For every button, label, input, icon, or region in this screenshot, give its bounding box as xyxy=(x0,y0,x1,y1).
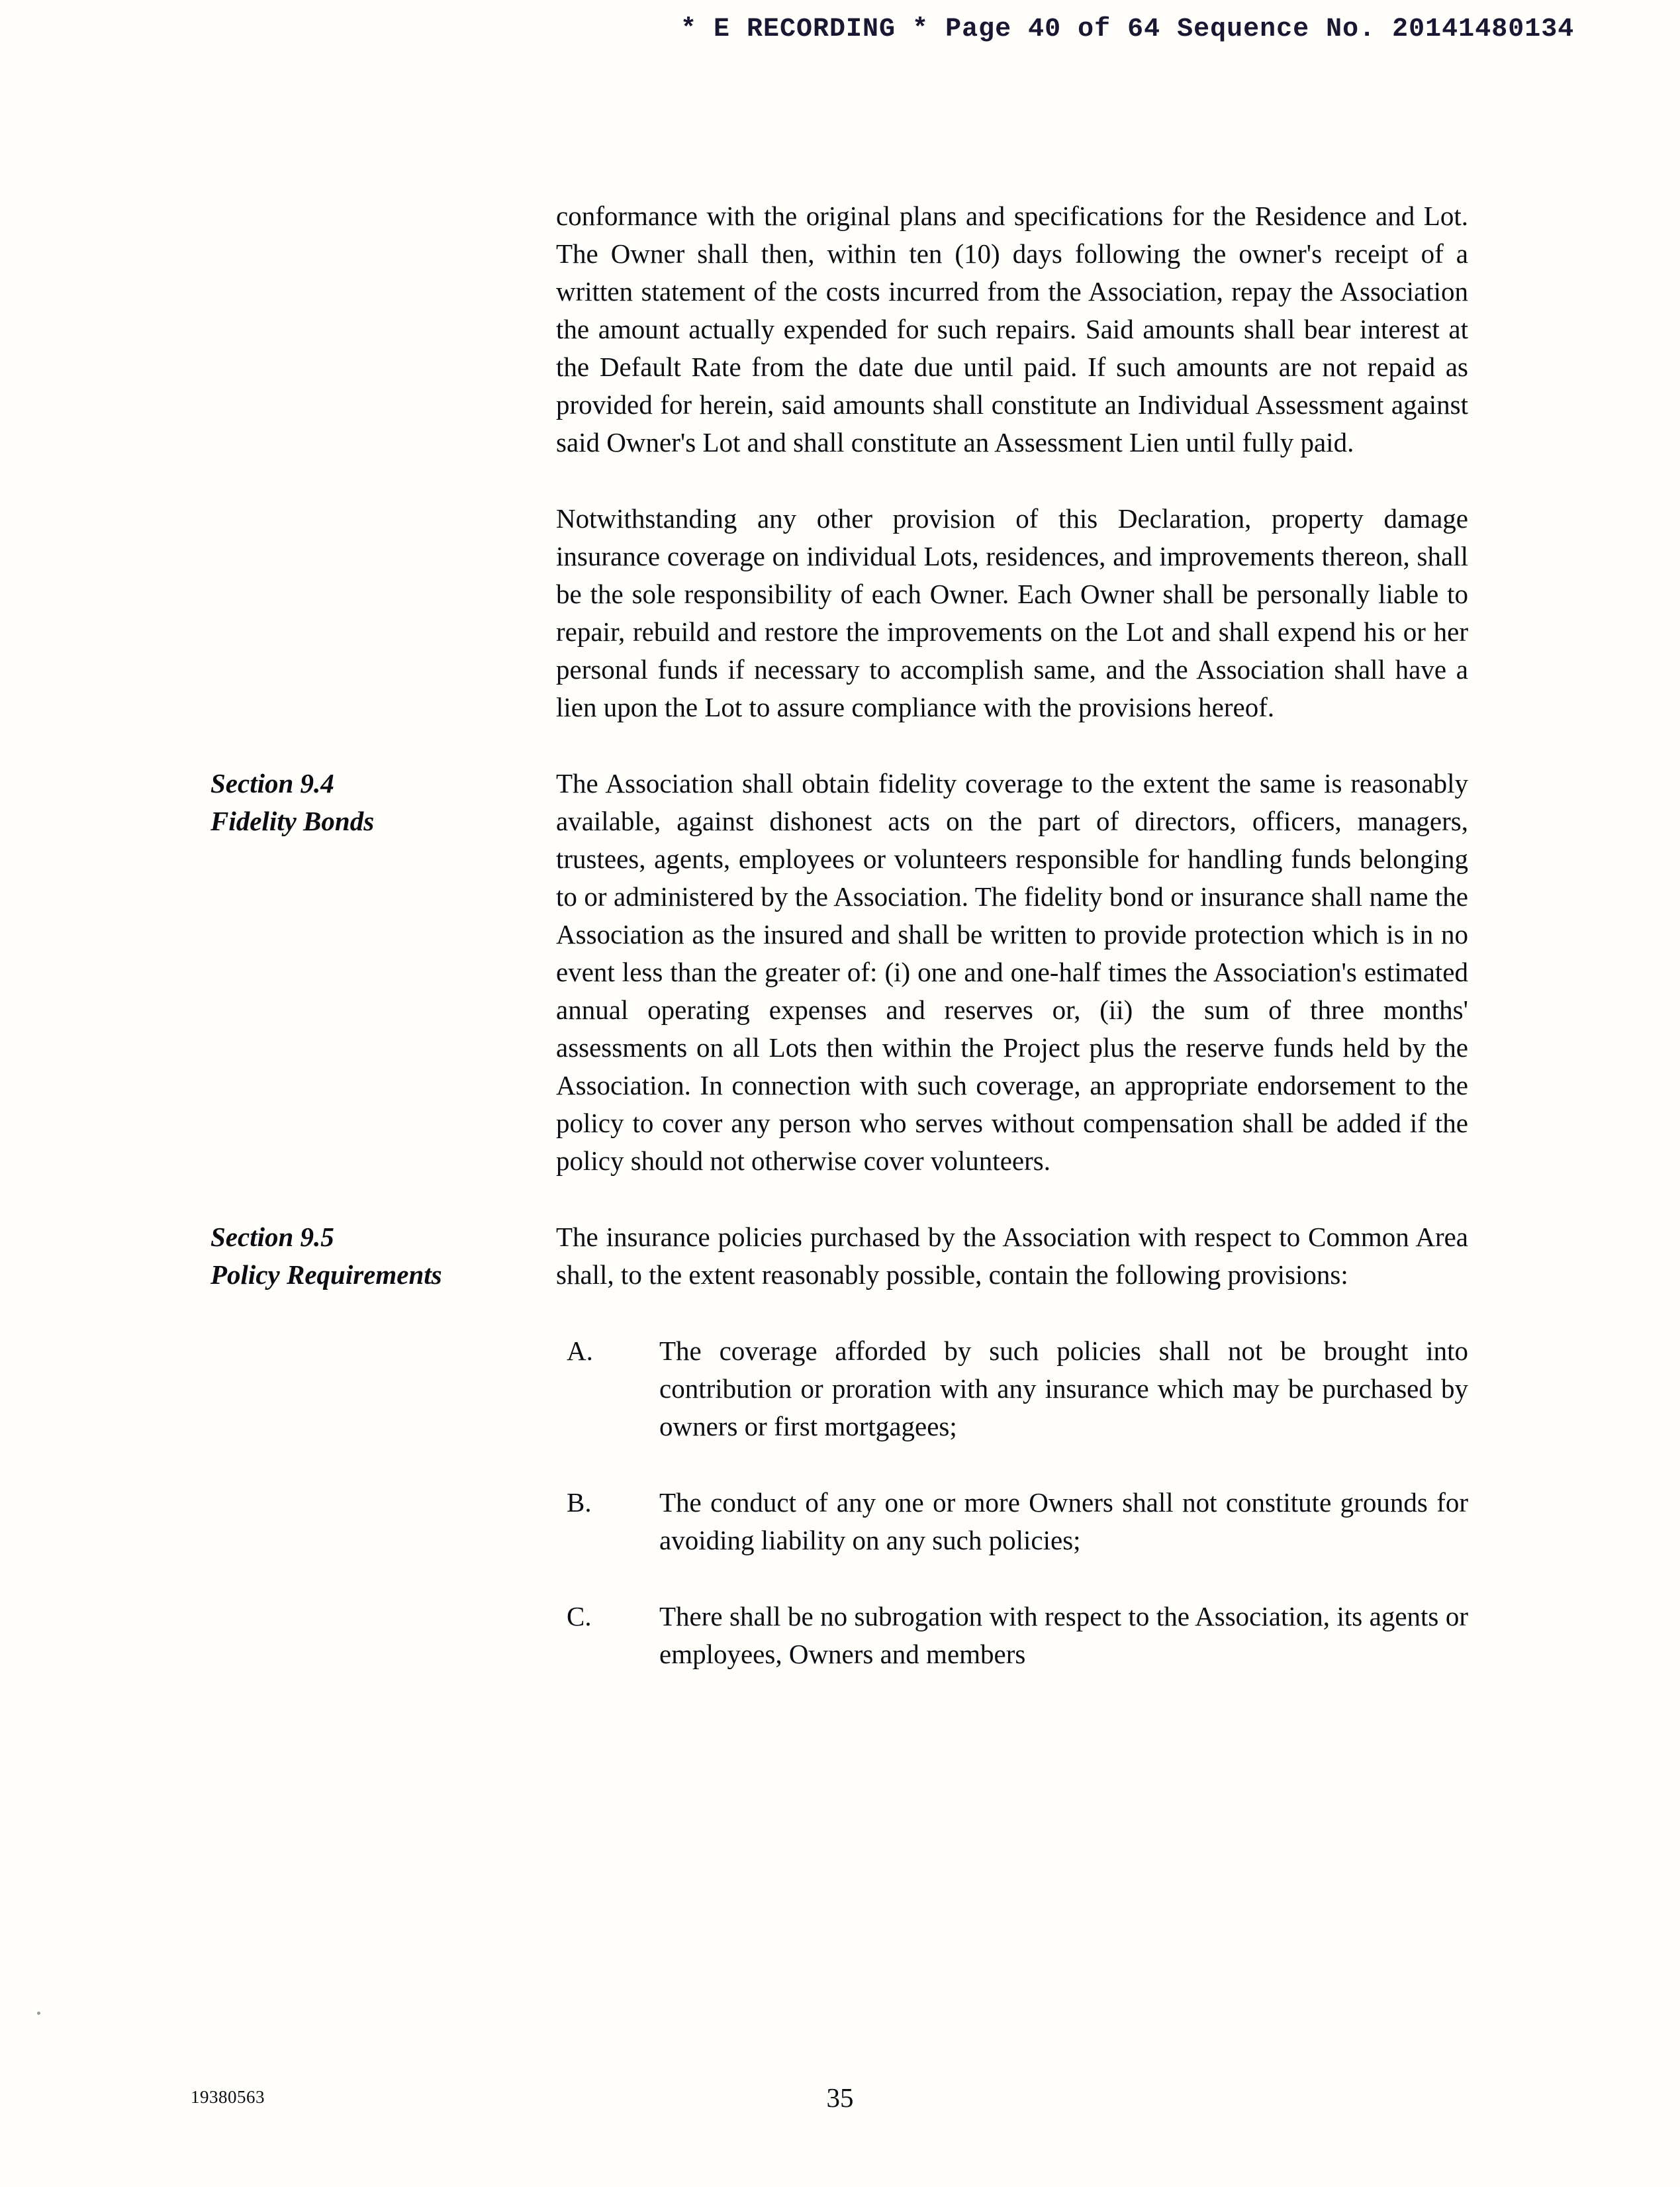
section-9-5-title: Policy Requirements xyxy=(210,1259,442,1290)
page-number: 35 xyxy=(826,2082,854,2113)
list-item-b-text: The conduct of any one or more Owners shall not constitute grounds for avoiding liability on any such policies; xyxy=(659,1487,1468,1555)
section-9-4-heading xyxy=(210,765,556,840)
section-9-5-heading xyxy=(210,1218,556,1294)
section-9-4-body xyxy=(556,765,1468,1180)
list-item-b-letter: B. xyxy=(567,1487,592,1518)
section-9-5-intro: The insurance policies purchased by the Association with respect to Common Area shall, to the extent reasonably possible, contain the following provisions: xyxy=(556,1222,1468,1290)
document-body xyxy=(210,197,1468,1712)
section-9-4-number: Section 9.4 xyxy=(210,768,334,799)
section-9-5 xyxy=(210,1218,1468,1673)
section-9-5-body xyxy=(556,1218,1468,1673)
list-item-b xyxy=(556,1484,1468,1559)
section-9-5-number: Section 9.5 xyxy=(210,1222,334,1252)
list-item-c-text: There shall be no subrogation with respect to the Association, its agents or employees, Owners and members xyxy=(659,1601,1468,1669)
document-number: 19380563 xyxy=(191,2087,265,2107)
list-item-a-text: The coverage afforded by such policies shall not be brought into contribution or proration with any insurance which may be purchased by owners or first mortgagees; xyxy=(659,1336,1468,1441)
paragraph-property-damage: Notwithstanding any other provision of this Declaration, property damage insurance coverage on individual Lots, residences, and improvements thereon, shall be the sole responsibility of each Owner. Each Owner shall be personally liable to repair, rebuild and restore the improvements on the Lot and shall expend his or her personal funds if necessary to accomplish same, and the Association shall have a lien upon the Lot to assure compliance with the provisions hereof. xyxy=(556,503,1468,722)
scan-speckle xyxy=(37,2012,40,2015)
recording-header: * E RECORDING * Page 40 of 64 Sequence No. 20141480134 xyxy=(680,15,1575,44)
list-item-c xyxy=(556,1598,1468,1673)
section-9-4-text: The Association shall obtain fidelity coverage to the extent the same is reasonably available, against dishonest acts on the part of directors, officers, managers, trustees, agents, employees or volunteers responsible for handling funds belonging to or administered by the Association. The fidelity bond or insurance shall name the Association as the insured and shall be written to provide protection which is in no event less than the greater of: (i) one and one-half times the Association's estimated annual operating expenses and reserves or, (ii) the sum of three months' assessments on all Lots then within the Project plus the reserve funds held by the Association. In connection with such coverage, an appropriate endorsement to the policy to cover any person who serves without compensation shall be added if the policy should not otherwise cover volunteers. xyxy=(556,768,1468,1176)
list-item-c-letter: C. xyxy=(567,1601,592,1631)
paragraph-repairs-continuation: conformance with the original plans and specifications for the Residence and Lot. The Owner shall then, within ten (10) days following the owner's receipt of a written statement of the costs incurred from the Association, repay the Association the amount actually expended for such repairs. Said amounts shall bear interest at the Default Rate from the date due until paid. If such amounts are not repaid as provided for herein, said amounts shall constitute an Individual Assessment against said Owner's Lot and shall constitute an Assessment Lien until fully paid. xyxy=(556,201,1468,458)
section-9-4-title: Fidelity Bonds xyxy=(210,806,375,836)
list-item-a xyxy=(556,1332,1468,1445)
list-item-a-letter: A. xyxy=(567,1336,593,1366)
section-9-4 xyxy=(210,765,1468,1180)
